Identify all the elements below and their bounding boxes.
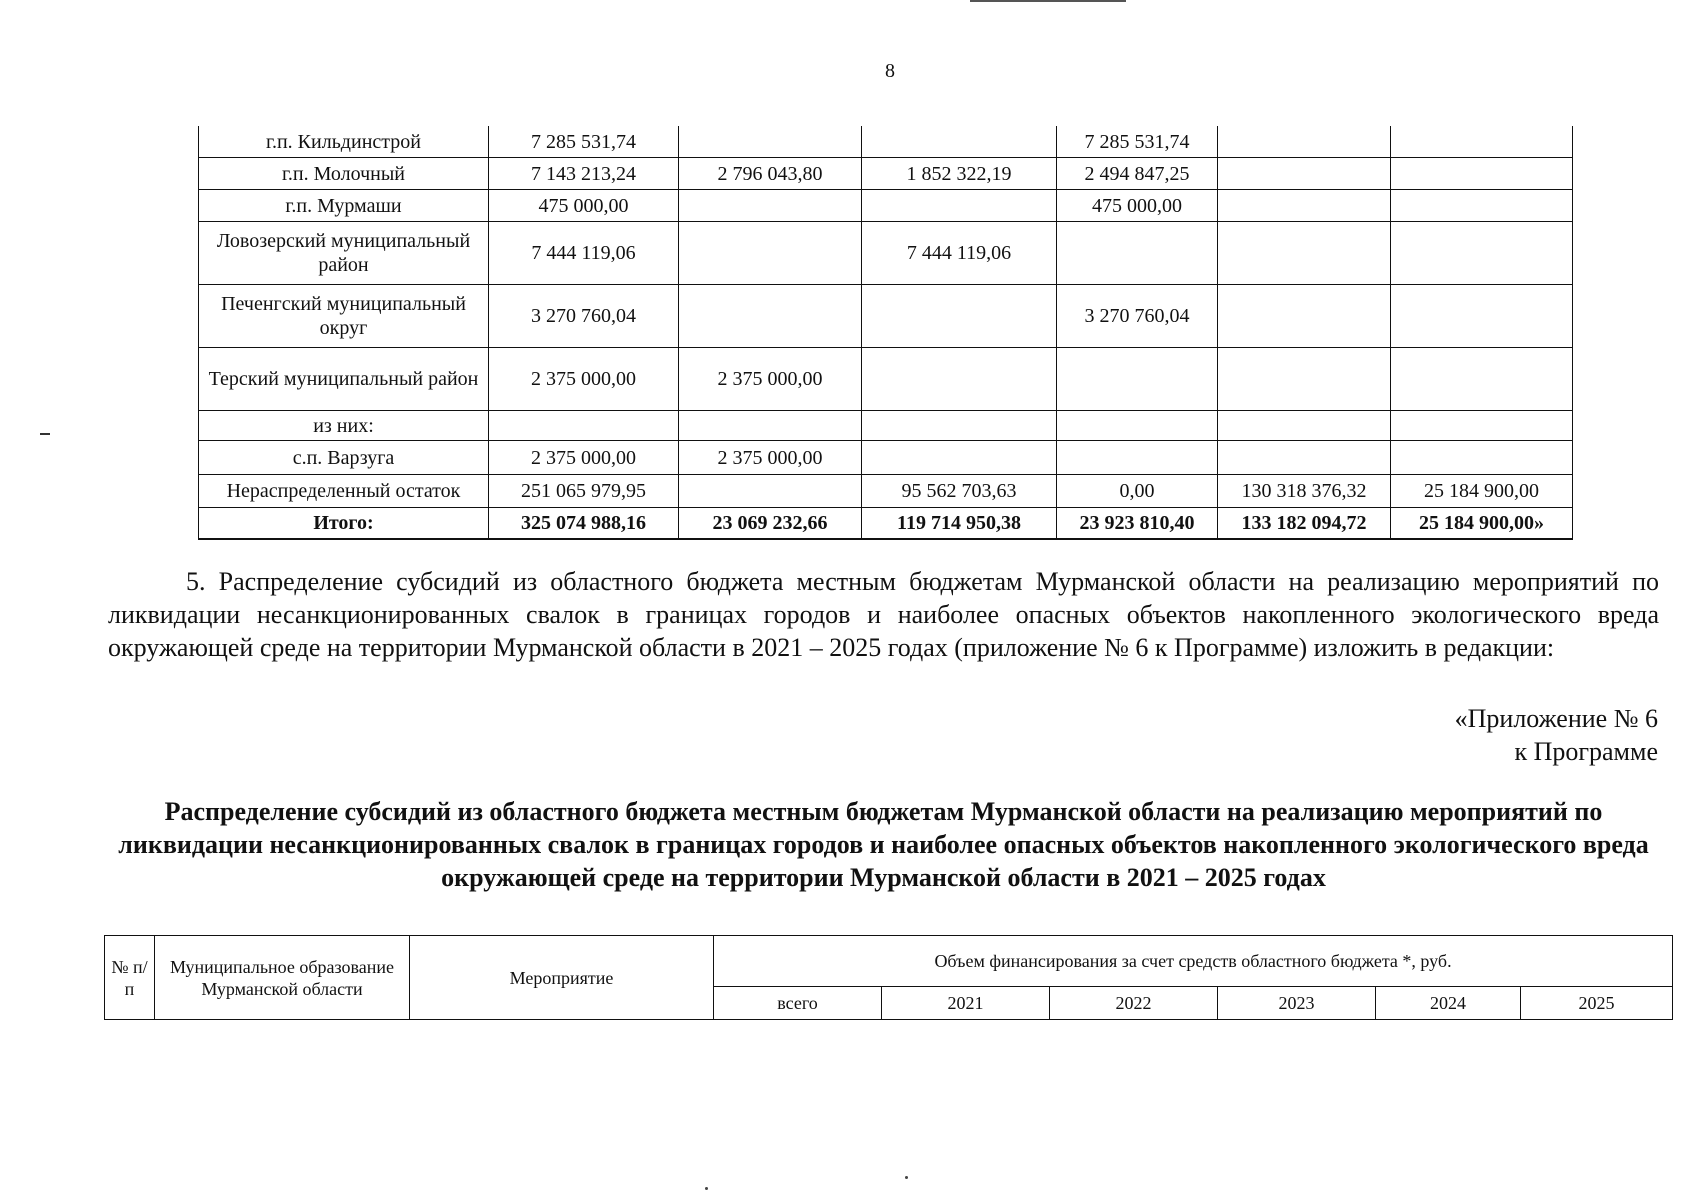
header-num: № п/п <box>105 936 155 1020</box>
amount-cell <box>679 285 862 348</box>
amount-cell: 7 444 119,06 <box>862 222 1057 285</box>
paragraph-text: 5. Распределение субсидий из областного бюджета местным бюджетам Мурманской области на реализацию мероприятий по ликвидации несанкционированных свалок в границах городов и наиболее опасных объектов накопленного экологического вреда окружающей среде на территории Мурманской области в 2021 – 2025 годах (приложение № 6 к Программе) изложить в редакции: <box>108 567 1659 662</box>
amount-cell <box>1391 348 1573 411</box>
amount-cell: 7 285 531,74 <box>489 126 679 158</box>
header-year-2023: 2023 <box>1218 987 1376 1020</box>
amount-cell <box>679 411 862 441</box>
amount-cell <box>862 285 1057 348</box>
amount-cell <box>1057 411 1218 441</box>
amount-cell: 3 270 760,04 <box>489 285 679 348</box>
header-year-2021: 2021 <box>882 987 1050 1020</box>
amount-cell <box>1391 411 1573 441</box>
amount-cell: 2 375 000,00 <box>679 348 862 411</box>
scan-dot <box>705 1187 708 1190</box>
table-row <box>199 285 1573 348</box>
table-row <box>199 222 1573 285</box>
header-total: всего <box>714 987 882 1020</box>
amount-cell <box>679 222 862 285</box>
table-row <box>199 158 1573 190</box>
paragraph-item-5 <box>108 565 1659 664</box>
scan-dot <box>905 1176 908 1179</box>
amount-cell <box>1391 222 1573 285</box>
table-row <box>199 475 1573 508</box>
amount-cell: 1 852 322,19 <box>862 158 1057 190</box>
amount-cell <box>862 441 1057 475</box>
table-row <box>199 126 1573 158</box>
amount-cell <box>1057 441 1218 475</box>
municipality-name: Нераспределенный остаток <box>199 475 489 508</box>
section-title: Распределение субсидий из областного бюджета местным бюджетам Мурманской области на реализацию мероприятий по ликвидации несанкционированных свалок в границах городов и наиболее опасных объектов накопленного экологического вреда окружающей среде на территории Мурманской области в 2021 – 2025 годах <box>118 797 1649 892</box>
amount-cell <box>862 411 1057 441</box>
header-funding: Объем финансирования за счет средств областного бюджета *, руб. <box>714 936 1673 987</box>
amount-cell: 2 375 000,00 <box>489 441 679 475</box>
amount-cell <box>1391 190 1573 222</box>
amount-cell: 2 375 000,00 <box>679 441 862 475</box>
municipality-name: г.п. Молочный <box>199 158 489 190</box>
amount-cell <box>1218 222 1391 285</box>
header-year-2024: 2024 <box>1376 987 1521 1020</box>
amount-cell <box>1391 285 1573 348</box>
amount-cell <box>862 190 1057 222</box>
municipality-name: Ловозерский муниципальный район <box>199 222 489 285</box>
total-amount-cell: 119 714 950,38 <box>862 508 1057 540</box>
total-label: Итого: <box>199 508 489 540</box>
amount-cell <box>1218 190 1391 222</box>
amount-cell <box>679 475 862 508</box>
header-activity: Мероприятие <box>410 936 714 1020</box>
amount-cell: 3 270 760,04 <box>1057 285 1218 348</box>
amount-cell <box>1391 441 1573 475</box>
amount-cell <box>1218 158 1391 190</box>
margin-mark <box>40 433 50 435</box>
amount-cell <box>1218 285 1391 348</box>
amount-cell: 25 184 900,00 <box>1391 475 1573 508</box>
table-row <box>199 190 1573 222</box>
amount-cell: 475 000,00 <box>489 190 679 222</box>
scan-artifact-line <box>970 0 1126 2</box>
page-number: 8 <box>885 60 895 82</box>
amount-cell <box>1218 411 1391 441</box>
amount-cell: 95 562 703,63 <box>862 475 1057 508</box>
amount-cell <box>679 126 862 158</box>
header-year-2022: 2022 <box>1050 987 1218 1020</box>
amount-cell: 7 285 531,74 <box>1057 126 1218 158</box>
total-amount-cell: 325 074 988,16 <box>489 508 679 540</box>
total-amount-cell: 25 184 900,00» <box>1391 508 1573 540</box>
municipality-name: г.п. Кильдинстрой <box>199 126 489 158</box>
municipality-name: из них: <box>199 411 489 441</box>
total-amount-cell: 133 182 094,72 <box>1218 508 1391 540</box>
amount-cell: 7 444 119,06 <box>489 222 679 285</box>
amount-cell <box>862 348 1057 411</box>
appendix-6-table-header <box>104 935 1673 1020</box>
total-amount-cell: 23 923 810,40 <box>1057 508 1218 540</box>
amount-cell: 2 494 847,25 <box>1057 158 1218 190</box>
amount-cell: 7 143 213,24 <box>489 158 679 190</box>
municipality-name: г.п. Мурмаши <box>199 190 489 222</box>
amount-cell <box>1057 222 1218 285</box>
header-year-2025: 2025 <box>1521 987 1673 1020</box>
amount-cell <box>1391 158 1573 190</box>
table-row <box>199 441 1573 475</box>
amount-cell <box>1391 126 1573 158</box>
amount-cell: 475 000,00 <box>1057 190 1218 222</box>
amount-cell: 2 796 043,80 <box>679 158 862 190</box>
table-row <box>199 411 1573 441</box>
amount-cell <box>1218 441 1391 475</box>
amount-cell: 0,00 <box>1057 475 1218 508</box>
appendix-line-1: «Приложение № 6 <box>1454 704 1658 733</box>
amount-cell <box>862 126 1057 158</box>
municipality-name: Печенгский муниципальный округ <box>199 285 489 348</box>
appendix-heading <box>1455 702 1658 768</box>
table-row <box>199 348 1573 411</box>
amount-cell <box>1218 126 1391 158</box>
total-amount-cell: 23 069 232,66 <box>679 508 862 540</box>
amount-cell: 130 318 376,32 <box>1218 475 1391 508</box>
appendix-line-2: к Программе <box>1514 737 1658 766</box>
header-municipality: Муниципальное образование Мурманской области <box>155 936 410 1020</box>
amount-cell <box>489 411 679 441</box>
amount-cell <box>679 190 862 222</box>
amount-cell: 2 375 000,00 <box>489 348 679 411</box>
municipality-name: с.п. Варзуга <box>199 441 489 475</box>
total-row <box>199 508 1573 540</box>
subsidy-distribution-table-continued <box>198 126 1573 540</box>
municipality-name: Терский муниципальный район <box>199 348 489 411</box>
amount-cell: 251 065 979,95 <box>489 475 679 508</box>
amount-cell <box>1218 348 1391 411</box>
amount-cell <box>1057 348 1218 411</box>
